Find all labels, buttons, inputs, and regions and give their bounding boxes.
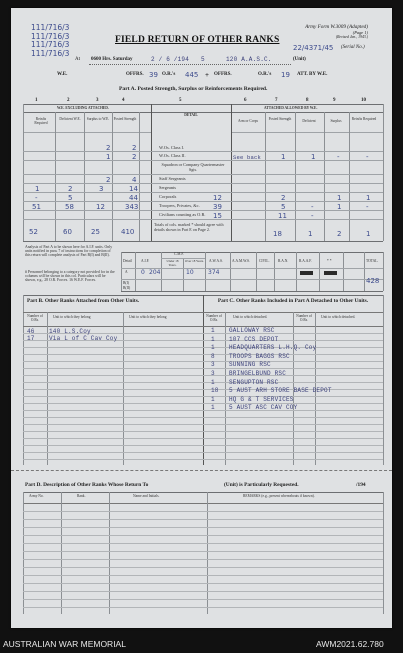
ruled-line xyxy=(23,607,383,608)
ruled-line xyxy=(23,431,383,432)
we-label: W.E. xyxy=(57,72,68,77)
part-c-unit: 5 AUST ASC CAV COY xyxy=(229,404,298,412)
ruled-line xyxy=(23,424,383,425)
analysis-head: * * xyxy=(327,259,332,263)
col-number: 1 xyxy=(35,98,38,103)
analysis-cell: 0 xyxy=(141,269,145,276)
row-detail: Staff Sergeants xyxy=(159,176,186,181)
ruled-line xyxy=(23,452,383,453)
part-c-head: Unit to which detached. xyxy=(233,315,268,319)
cell: 1 xyxy=(281,153,286,161)
cell: 5 xyxy=(68,194,73,202)
cell: 11 xyxy=(278,212,287,220)
part-c-unit: 107 CCS DEPOT xyxy=(229,335,279,343)
part-c-count: 18 xyxy=(211,387,219,395)
cell: 2 xyxy=(281,194,286,202)
cell: - xyxy=(366,203,369,211)
serial-number: 22/4371/45 xyxy=(293,44,334,52)
analysis-row-label: B(I) xyxy=(123,281,129,285)
time-label: 0600 Hrs. Saturday xyxy=(91,57,133,62)
form-ref-line: Army Form W.3009 (Adapted) xyxy=(305,24,368,30)
part-d-head: Rank. xyxy=(77,494,86,498)
or2-value: 19 xyxy=(281,71,290,79)
part-c-title: Part C. Other Ranks Included in Part A Detached to Other Units. xyxy=(217,298,369,304)
part-c-head: Unit to which detached. xyxy=(321,315,356,319)
part-d-title: Part D. Description of Other Ranks Whose Return To xyxy=(25,482,149,488)
att-label: ATT. BY W.E. xyxy=(297,72,328,77)
analysis-head: C.M.F. xyxy=(174,252,184,256)
part-b-title: Part B. Other Ranks Attached from Other Units. xyxy=(27,298,140,304)
col-number: 5 xyxy=(179,98,182,103)
col-number: 3 xyxy=(96,98,99,103)
ruled-line xyxy=(23,599,383,600)
analysis-head: TOTAL. xyxy=(366,259,379,263)
cell: 1 xyxy=(337,194,342,202)
side-value: 12 xyxy=(213,194,222,202)
col-head: Deficient xyxy=(302,119,316,123)
analysis-head: A.I.F. xyxy=(141,259,150,263)
personnel-note: # Personnel belonging to a category not provided for in the columns will be shown in this col. Particulars will be shown, e.g., 28 O.R. Forces. 16 W.E.F. Forces. xyxy=(25,270,115,283)
unit-label: (Unit) xyxy=(293,57,306,62)
col-head: Reinfts Required xyxy=(351,117,377,121)
part-c-count: 1 xyxy=(211,344,215,352)
cell: - xyxy=(311,212,314,220)
cell: 14 xyxy=(129,185,138,193)
total-cell: 18 xyxy=(273,230,282,238)
cell: 2 xyxy=(132,153,137,161)
part-d-head: Army No. xyxy=(29,494,44,498)
cell: - xyxy=(35,194,38,202)
part-c-unit: 5 AUST ARH STORE BASE DEPOT xyxy=(229,387,332,395)
ruled-line xyxy=(23,403,383,404)
unit-code: 111/716/3 xyxy=(31,48,70,58)
ruled-line xyxy=(23,438,383,439)
col-number: 4 xyxy=(122,98,125,103)
cell: 1 xyxy=(106,153,111,161)
part-c-unit: SUNNING RSC xyxy=(229,361,271,369)
ruled-line xyxy=(23,575,383,576)
form-reference xyxy=(305,24,368,39)
part-c-unit: SENGUPTON RSC xyxy=(229,378,279,386)
side-value: 15 xyxy=(213,212,222,220)
form-ref-line: (Revised Jan., 1943.) xyxy=(335,35,368,39)
row-detail: Corporals xyxy=(159,194,177,199)
or-label: O.R.'s xyxy=(162,72,176,77)
ruled-line xyxy=(23,347,383,348)
cell: 4 xyxy=(132,176,137,184)
cell: 1 xyxy=(366,194,371,202)
part-d-date: /194 xyxy=(356,482,366,488)
part-b-count: 46 xyxy=(27,328,35,335)
total-cell: 1 xyxy=(366,230,371,238)
totals-label: Totals of cols. marked * should agree with details shown in Part E on Page 2. xyxy=(154,222,224,232)
col-number: 6 xyxy=(244,98,247,103)
part-c-unit: HQ G & T SERVICES xyxy=(229,395,294,403)
part-d-head: REMARKS (e.g., present whereabouts if known). xyxy=(243,494,315,498)
form-ref-line: (Page 1) xyxy=(352,30,368,35)
we-excluding-heading: W.E. EXCLUDING ATTACHED. xyxy=(57,106,109,110)
ruled-line xyxy=(23,591,383,592)
cell: 51 xyxy=(32,203,41,211)
footer-institution: AUSTRALIAN WAR MEMORIAL xyxy=(3,639,126,649)
row-detail: Troopers, Privates, &c. xyxy=(159,203,200,208)
part-c-unit: TROOPS BAGGS RSC xyxy=(229,352,290,360)
side-value: 39 xyxy=(213,203,222,211)
unit-codes xyxy=(31,24,69,58)
unit-fill: 120 A.A.S.C. xyxy=(226,56,272,63)
row-detail: W.Os. Class II. xyxy=(159,153,186,158)
part-c-count: 3 xyxy=(211,370,215,377)
ruled-line xyxy=(23,368,383,369)
ruled-line xyxy=(23,445,383,446)
cell: 2 xyxy=(132,144,137,152)
analysis-cell: 204 xyxy=(149,269,161,276)
part-b-count: 17 xyxy=(27,335,35,342)
analysis-head: R.A.A.F. xyxy=(299,259,312,263)
cell: 12 xyxy=(96,203,105,211)
col-head: Posted Strength xyxy=(113,117,137,121)
cell: 3 xyxy=(99,185,104,193)
ruled-line xyxy=(23,417,383,418)
footer-accession: AWM2021.62.780 xyxy=(316,639,384,649)
cell: 2 xyxy=(68,185,73,193)
date-fill: 2 / 6 /194 xyxy=(151,56,190,63)
analysis-head: A.W.A.S. xyxy=(209,259,223,263)
unit-code: 111/716/3 xyxy=(31,40,70,49)
cell: 1 xyxy=(311,153,316,161)
ruled-line xyxy=(23,375,383,376)
cell: - xyxy=(337,153,340,161)
redacted-mark xyxy=(324,271,337,275)
part-d-head: Name and Initials. xyxy=(133,494,160,498)
part-a-title: Part A. Posted Strength, Surplus or Reinforcements Required. xyxy=(119,86,268,92)
part-c-count: 8 xyxy=(211,352,215,360)
part-b-head: Number of O.Rs. xyxy=(27,314,43,322)
cell: 343 xyxy=(125,203,139,211)
col-head: Surplus to W.E. xyxy=(86,117,110,121)
part-c-count: 1 xyxy=(211,378,215,386)
analysis-head: R.A.N. xyxy=(278,259,289,263)
ruled-line xyxy=(23,396,383,397)
cell: 2 xyxy=(106,176,111,184)
cell: 5 xyxy=(281,203,286,211)
analysis-total: 428 xyxy=(366,277,380,285)
ruled-line xyxy=(23,583,383,584)
ruled-line xyxy=(23,535,383,536)
cell: 2 xyxy=(106,144,111,152)
ruled-line xyxy=(23,551,383,552)
document-page xyxy=(11,8,392,628)
ruled-line xyxy=(23,519,383,520)
col-number: 10 xyxy=(361,98,366,103)
analysis-row-label: B(II) xyxy=(123,286,131,290)
plus-sign: + xyxy=(205,71,209,79)
at-label: At xyxy=(75,57,80,62)
col-number: 7 xyxy=(275,98,278,103)
row-detail: Squadron or Company Quartermaster Sgts. xyxy=(161,162,225,172)
part-c-unit: GALLOWAY RSC xyxy=(229,327,275,334)
total-cell: 52 xyxy=(29,228,38,236)
col-number: 2 xyxy=(67,98,70,103)
part-c-count: 1 xyxy=(211,335,215,343)
part-b-head: Unit to which they belong xyxy=(53,315,91,319)
ruled-line xyxy=(23,511,383,512)
total-cell: 1 xyxy=(308,230,313,238)
unit-code: 111/716/3 xyxy=(31,23,70,32)
col-number: 8 xyxy=(306,98,309,103)
cell: 1 xyxy=(35,185,40,193)
analysis-head: A.A.M.W.S. xyxy=(232,259,250,263)
col-head: Reinfts Required xyxy=(34,117,48,125)
ruled-line xyxy=(23,382,383,383)
col-head: Arm or Corps xyxy=(238,119,258,123)
ruled-line xyxy=(23,361,383,362)
total-cell: 410 xyxy=(121,228,135,236)
cell: 58 xyxy=(65,203,74,211)
analysis-cell: 10 xyxy=(186,269,194,276)
col-head-detail: DETAIL xyxy=(184,113,198,117)
ruled-line xyxy=(23,559,383,560)
cell: - xyxy=(311,203,314,211)
or-value: 445 xyxy=(185,71,199,79)
row-detail: Civilians counting as O.R. xyxy=(159,212,206,217)
part-c-head: Number of O.Rs. xyxy=(296,314,312,322)
unit-code: 111/716/3 xyxy=(31,31,70,41)
part-b-unit: 140 L.S.Coy xyxy=(49,328,91,335)
cell: 44 xyxy=(129,194,138,202)
total-cell: 25 xyxy=(91,228,100,236)
col-head: Surplus xyxy=(330,119,342,123)
ruled-line xyxy=(23,459,383,460)
analysis-row-label: A xyxy=(125,270,128,274)
offrs-value: 39 xyxy=(149,71,158,79)
part-c-unit: BRINGELBUND RSC xyxy=(229,370,287,377)
ruled-line xyxy=(23,543,383,544)
part-c-head: Number of O.Rs. xyxy=(206,314,222,322)
part-c-count: 1 xyxy=(211,404,215,412)
ruled-line xyxy=(23,354,383,355)
ruled-line xyxy=(23,527,383,528)
analysis-note: Analysis of Part A to be shown here for A.I.F. units. Only units notified in para. 7 of instructions for completion of this return will complete analysis of Part B(I) and B(II). xyxy=(25,245,113,258)
analysis-head: Over 18 Years. xyxy=(185,259,204,263)
offrs-label: OFFRS. xyxy=(126,72,144,77)
col-head: Deficient W.E. xyxy=(59,117,81,121)
cell: See back xyxy=(233,154,262,161)
analysis-head: CIVIL. xyxy=(259,259,270,263)
row-detail: W.Os. Class I. xyxy=(159,145,185,150)
part-b-head: Unit to which they belong xyxy=(129,315,167,319)
part-c-count: 3 xyxy=(211,361,215,369)
part-c-count: 1 xyxy=(211,327,215,334)
col-head: Posted Strength xyxy=(268,117,292,121)
analysis-head: Under 18 Years. xyxy=(166,259,179,267)
total-cell: 60 xyxy=(63,228,72,236)
part-c-count: 1 xyxy=(211,395,215,403)
analysis-head: Detail xyxy=(123,259,132,263)
cell: - xyxy=(366,153,369,161)
analysis-cell: 374 xyxy=(208,269,220,276)
form-title: FIELD RETURN OF OTHER RANKS xyxy=(115,35,280,45)
total-cell: 2 xyxy=(337,230,342,238)
cell: 1 xyxy=(337,203,342,211)
ruled-line xyxy=(23,567,383,568)
part-d-unit-label: (Unit) is Particularly Requested. xyxy=(224,482,299,488)
serial-label: (Serial No.) xyxy=(341,45,365,50)
or2-label: O.R.'s xyxy=(258,72,272,77)
year-fill: 5 xyxy=(201,56,205,63)
redacted-mark xyxy=(300,271,313,275)
offrs2-label: OFFRS. xyxy=(214,72,232,77)
part-b-unit: Via L of C Cav Coy xyxy=(49,335,118,342)
col-number: 9 xyxy=(333,98,336,103)
part-c-unit: HEADQUARTERS L.H.Q. Coy xyxy=(229,344,317,352)
attached-allowed-heading: ATTACHED ALLOWED BY W.E. xyxy=(264,106,318,110)
ruled-line xyxy=(23,410,383,411)
row-detail: Sergeants xyxy=(159,185,176,190)
